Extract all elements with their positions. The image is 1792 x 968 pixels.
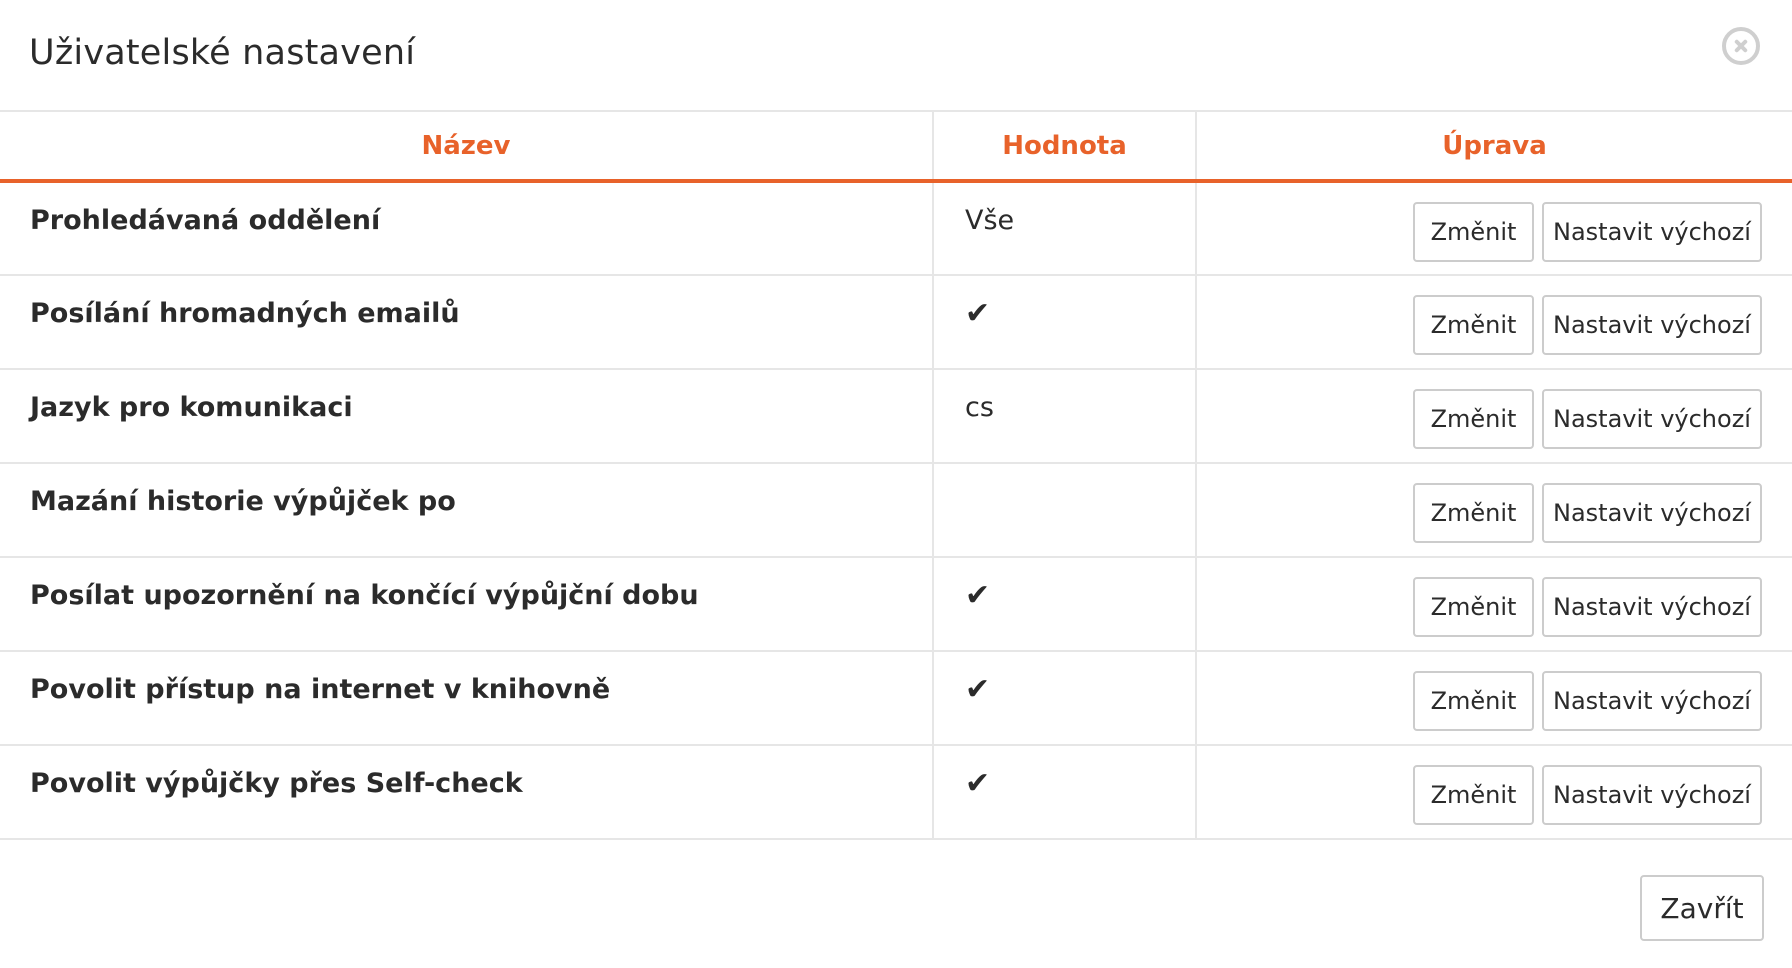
setting-value-cell [933, 463, 1196, 557]
column-header-name: Název [0, 112, 933, 181]
column-header-edit: Úprava [1196, 112, 1792, 181]
setting-name-cell [0, 463, 933, 557]
setting-value-cell [933, 275, 1196, 369]
table-header-row [0, 112, 1792, 181]
table-row [0, 463, 1792, 557]
table-row [0, 181, 1792, 275]
setting-value-cell [933, 369, 1196, 463]
table-row [0, 651, 1792, 745]
change-button[interactable]: Změnit [1413, 202, 1534, 262]
checkmark-icon: ✔ [965, 672, 991, 707]
set-default-button[interactable]: Nastavit výchozí [1542, 202, 1762, 262]
row-actions [1197, 276, 1792, 355]
change-button[interactable]: Změnit [1413, 483, 1534, 543]
row-actions [1197, 464, 1792, 543]
setting-name: Mazání historie výpůjček po [30, 486, 456, 517]
setting-name-cell [0, 557, 933, 651]
setting-actions-cell [1196, 369, 1792, 463]
setting-name: Povolit výpůjčky přes Self-check [30, 768, 523, 799]
set-default-button[interactable]: Nastavit výchozí [1542, 577, 1762, 637]
setting-name-cell [0, 181, 933, 275]
setting-name: Posílat upozornění na končící výpůjční dobu [30, 580, 699, 611]
row-actions [1197, 558, 1792, 637]
close-icon[interactable] [1722, 27, 1760, 65]
close-dialog-button[interactable]: Zavřít [1640, 875, 1764, 941]
checkmark-icon: ✔ [965, 578, 991, 613]
setting-value-cell [933, 181, 1196, 275]
set-default-button[interactable]: Nastavit výchozí [1542, 389, 1762, 449]
setting-actions-cell [1196, 275, 1792, 369]
change-button[interactable]: Změnit [1413, 295, 1534, 355]
setting-actions-cell [1196, 557, 1792, 651]
setting-value: Vše [965, 205, 1015, 236]
setting-actions-cell [1196, 651, 1792, 745]
checkmark-icon: ✔ [965, 766, 991, 801]
setting-name: Povolit přístup na internet v knihovně [30, 674, 611, 705]
setting-value-cell [933, 557, 1196, 651]
settings-table [0, 112, 1792, 840]
change-button[interactable]: Změnit [1413, 389, 1534, 449]
setting-value: cs [965, 392, 994, 423]
dialog-header [0, 0, 1792, 112]
setting-value-cell [933, 651, 1196, 745]
setting-actions-cell [1196, 181, 1792, 275]
row-actions [1197, 746, 1792, 825]
column-header-value: Hodnota [933, 112, 1196, 181]
setting-name: Posílání hromadných emailů [30, 298, 460, 329]
table-row [0, 369, 1792, 463]
set-default-button[interactable]: Nastavit výchozí [1542, 765, 1762, 825]
row-actions [1197, 652, 1792, 731]
change-button[interactable]: Změnit [1413, 577, 1534, 637]
setting-name-cell [0, 651, 933, 745]
dialog-title: Uživatelské nastavení [29, 33, 416, 73]
set-default-button[interactable]: Nastavit výchozí [1542, 295, 1762, 355]
setting-name-cell [0, 745, 933, 839]
set-default-button[interactable]: Nastavit výchozí [1542, 671, 1762, 731]
row-actions [1197, 183, 1792, 262]
setting-value [934, 464, 1195, 486]
setting-name: Prohledávaná oddělení [30, 205, 381, 236]
change-button[interactable]: Změnit [1413, 671, 1534, 731]
change-button[interactable]: Změnit [1413, 765, 1534, 825]
table-row [0, 745, 1792, 839]
set-default-button[interactable]: Nastavit výchozí [1542, 483, 1762, 543]
checkmark-icon: ✔ [965, 296, 991, 331]
setting-value-cell [933, 745, 1196, 839]
table-row [0, 275, 1792, 369]
row-actions [1197, 370, 1792, 449]
setting-name: Jazyk pro komunikaci [30, 392, 353, 423]
setting-actions-cell [1196, 463, 1792, 557]
setting-name-cell [0, 369, 933, 463]
setting-name-cell [0, 275, 933, 369]
table-row [0, 557, 1792, 651]
setting-actions-cell [1196, 745, 1792, 839]
